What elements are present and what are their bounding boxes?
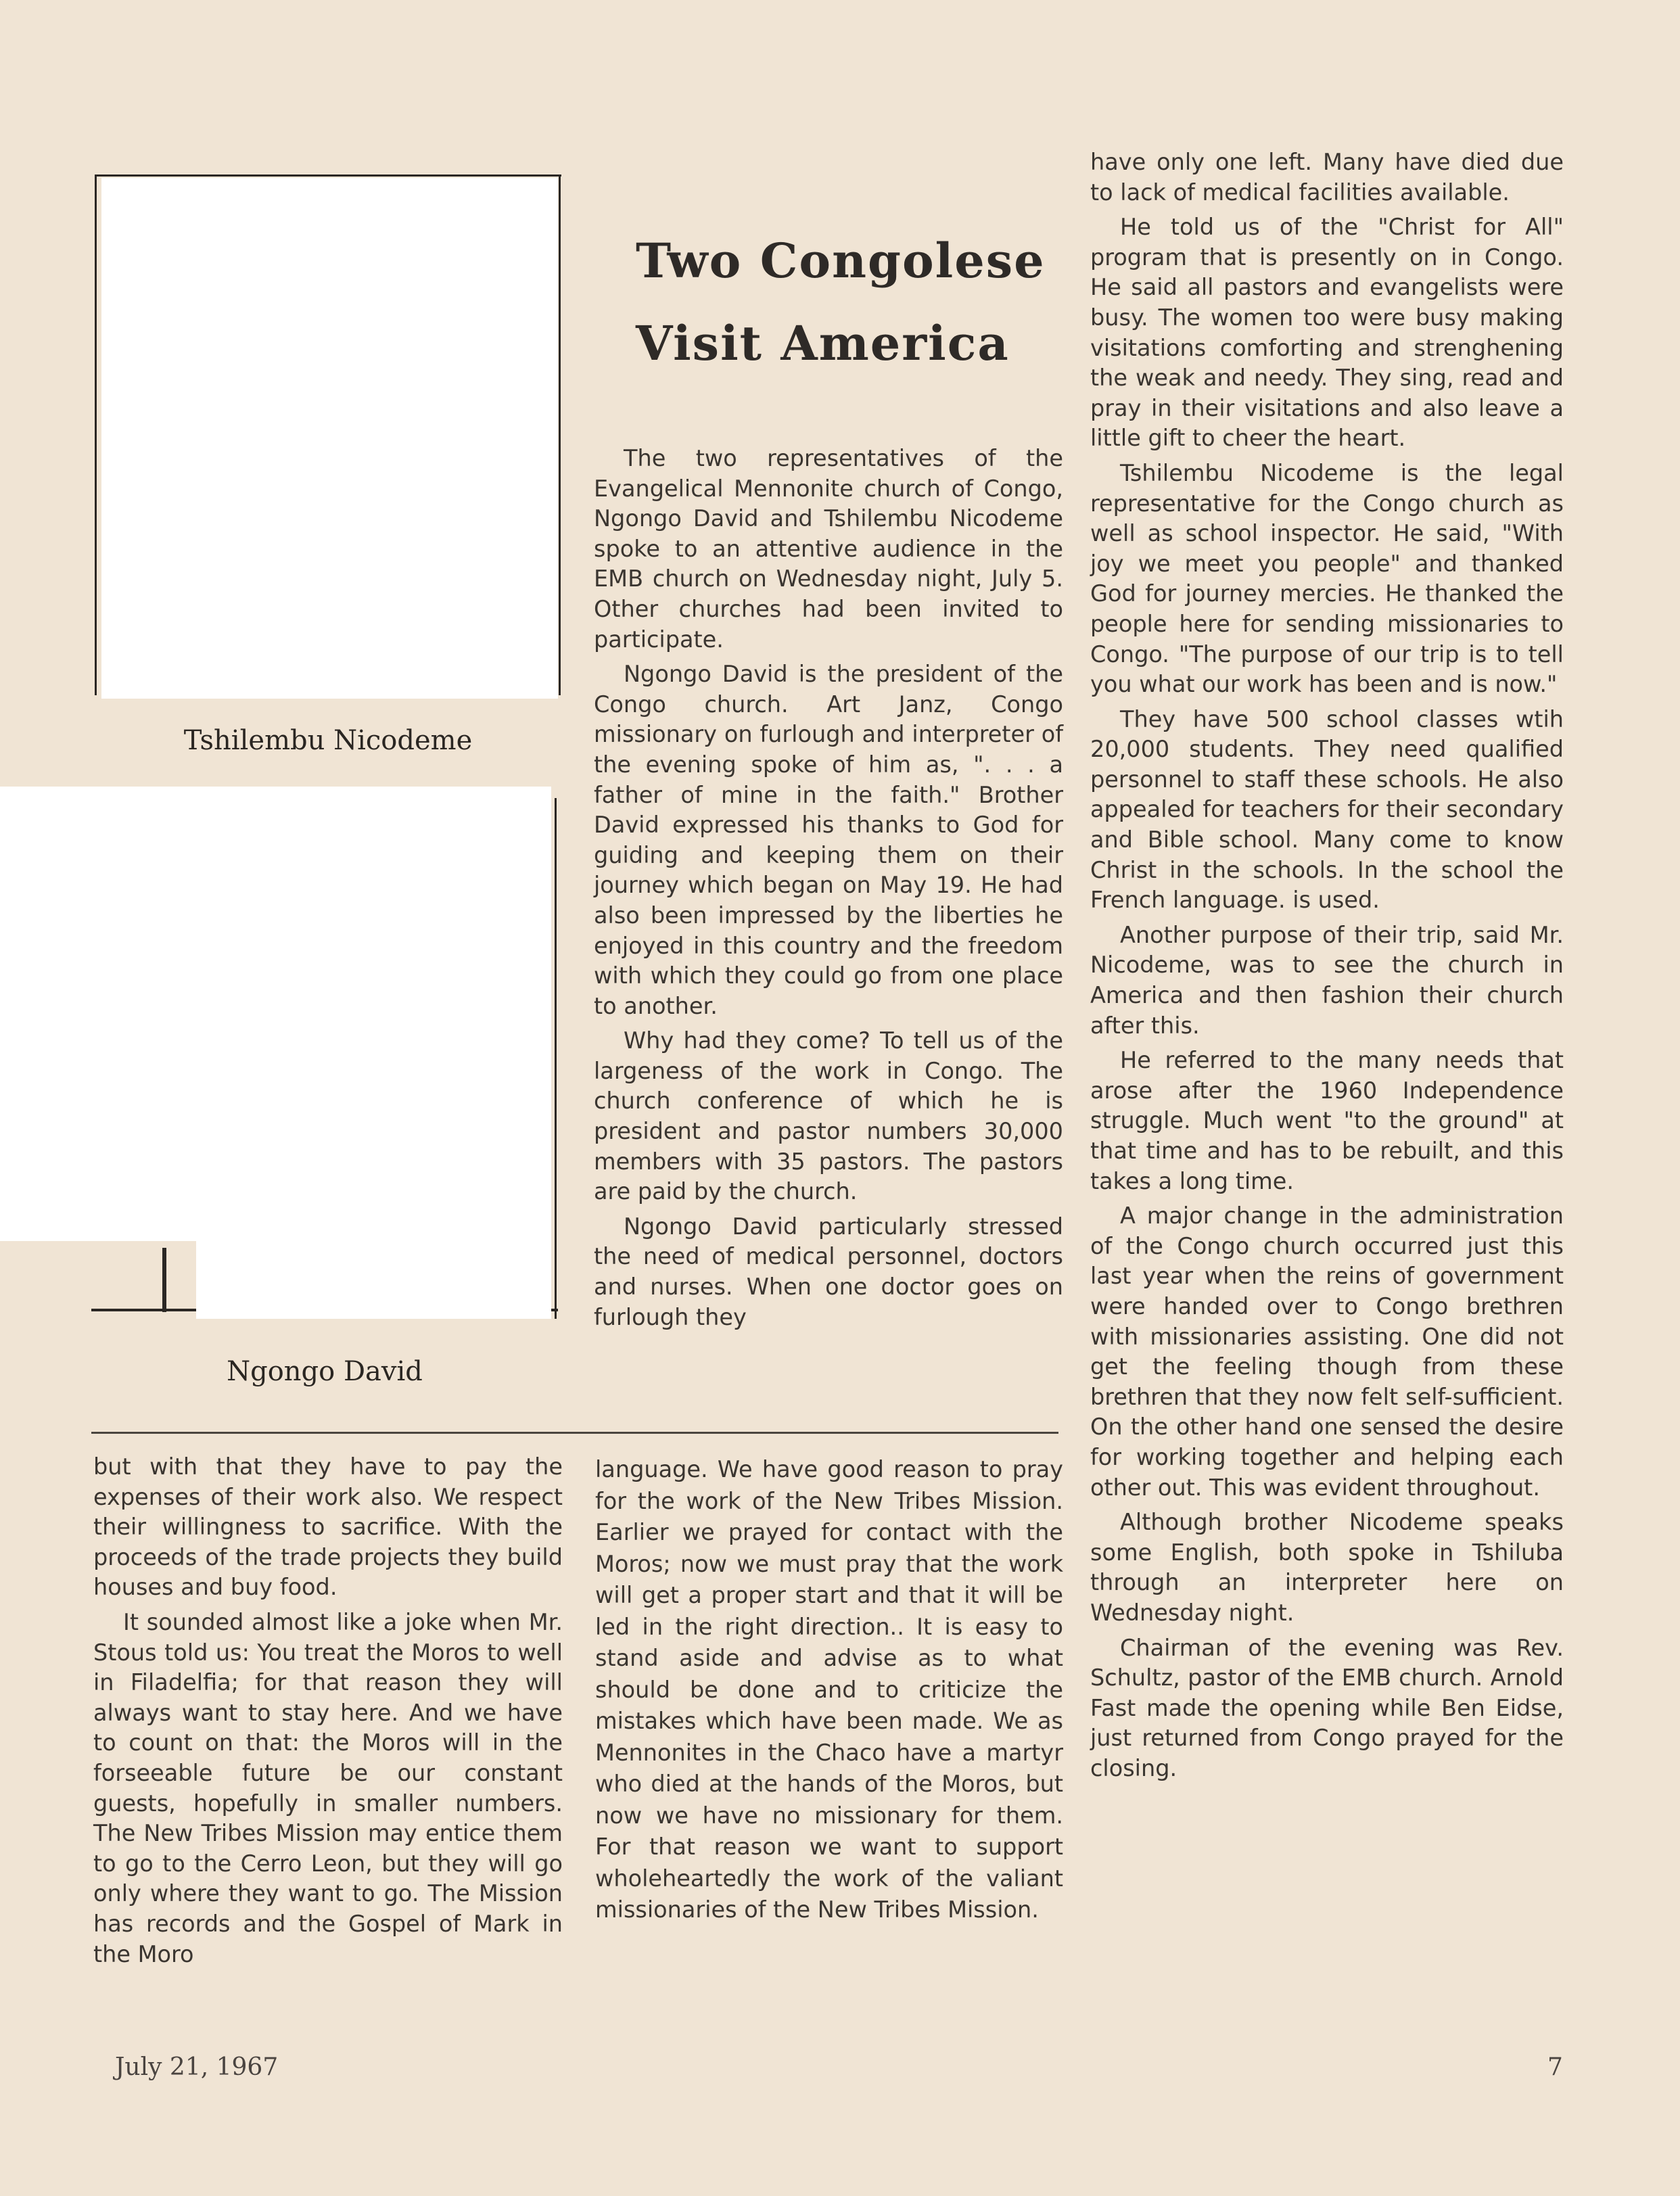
paragraph: Why had they come? To tell us of the largeness of the work in Congo. The church conference of which he is president and pastor numbers 30,000 members with 35 pastors. The pastors are paid by the church. bbox=[594, 1027, 1063, 1205]
title-line-1: Two Congolese bbox=[636, 233, 1046, 289]
photo-caption-2: Ngongo David bbox=[227, 1356, 423, 1387]
paragraph: A major change in the administration of the Congo church occurred just this last year when the reins of government were handed over to Congo brethren with missionaries assisting. One did not get the feeling though from these brethren that they now felt self-sufficient. On the other hand one sensed the desire for working together and helping each other out. This was evident throughout. bbox=[1090, 1202, 1564, 1501]
paragraph: Ngongo David is the president of the Congo church. Art Janz, Congo missionary on furlough and interpreter of the evening spoke of him as, ". . . a father of mine in the faith." Brother David expressed his thanks to God for guiding and keeping them on their journey which began on May 19. He had also been impressed by the liberties he enjoyed in this country and the freedom with which they could go from one place to another. bbox=[594, 661, 1063, 1019]
article-title bbox=[636, 220, 1082, 385]
paragraph: Ngongo David particularly stressed the need of medical personnel, doctors and nurses. When one doctor goes on furlough they bbox=[594, 1213, 1063, 1330]
photo-tshilembu-nicodeme bbox=[101, 178, 558, 699]
photo-ngongo-david-lower bbox=[196, 1238, 551, 1319]
photo-frame-top-1 bbox=[95, 174, 561, 177]
photo-frame-tick-2 bbox=[162, 1248, 166, 1312]
issue-date: July 21, 1967 bbox=[115, 2053, 279, 2081]
paragraph: Although brother Nicodeme speaks some English, both spoke in Tshiluba through an interpreter here on Wednesday night. bbox=[1090, 1509, 1564, 1626]
paragraph: Chairman of the evening was Rev. Schultz, pastor of the EMB church. Arnold Fast made the opening while Ben Eidse, just returned from Congo prayed for the closing. bbox=[1090, 1634, 1564, 1781]
section-divider bbox=[91, 1432, 1058, 1434]
column-bottom-left bbox=[93, 1452, 563, 1974]
paragraph: The two representatives of the Evangelical Mennonite church of Congo, Ngongo David and Tshilembu Nicodeme spoke to an attentive audience in the EMB church on Wednesday night, July 5. Other churches had been invited to participate. bbox=[594, 445, 1063, 653]
paragraph: He told us of the "Christ for All" program that is presently on in Congo. He said all pastors and evangelists were busy. The women too were busy making visitations comforting and strenghening the weak and needy. They sing, read and pray in their visitations and also leave a little gift to cheer the heart. bbox=[1090, 214, 1564, 452]
photo-ngongo-david bbox=[0, 787, 551, 1241]
column-right bbox=[1090, 147, 1564, 1788]
photo-frame-right-1 bbox=[559, 174, 561, 695]
paragraph: They have 500 school classes wtih 20,000 students. They need qualified personnel to staff these schools. He also appealed for teachers for their secondary and Bible school. Many come to know Christ in the schools. In the school the French language. is used. bbox=[1090, 705, 1564, 914]
column-top-middle bbox=[594, 444, 1063, 1337]
paragraph: have only one left. Many have died due to lack of medical facilities available. bbox=[1090, 149, 1564, 206]
paragraph: Tshilembu Nicodeme is the legal representative for the Congo church as well as school inspector. He said, "With joy we meet you people" and thanked God for journey mercies. He thanked the people here for sending missionaries to Congo. "The purpose of our trip is to tell you what our work has been and is now." bbox=[1090, 459, 1564, 698]
paragraph: language. We have good reason to pray for the work of the New Tribes Mission. Earlier we prayed for contact with the Moros; now we must pray that the work will get a proper start and that it will be led in the right direction.. It is easy to stand aside and advise as to what should be done and to criticize the mistakes which have been made. We as Mennonites in the Chaco have a martyr who died at the hands of the Moros, but now we have no missionary for them. For that reason we want to support wholeheartedly the work of the valiant missionaries of the New Tribes Mission. bbox=[595, 1456, 1063, 1923]
page-number: 7 bbox=[1547, 2053, 1563, 2081]
paragraph: but with that they have to pay the expenses of their work also. We respect their willingness to sacrifice. With the proceeds of the trade projects they build houses and buy food. bbox=[93, 1453, 563, 1601]
paragraph: Another purpose of their trip, said Mr. Nicodeme, was to see the church in America and then fashion their church after this. bbox=[1090, 921, 1564, 1039]
photo-frame-right-2 bbox=[555, 798, 557, 1319]
paragraph: It sounded almost like a joke when Mr. Stous told us: You treat the Moros to well in Filadelfia; for that reason they will always want to stay here. And we have to count on that: the Moros will in the forseeable future be our constant guests, hopefully in smaller numbers. The New Tribes Mission may entice them to go to the Cerro Leon, but they will go only where they want to go. The Mission has records and the Gospel of Mark in the Moro bbox=[93, 1608, 563, 1967]
column-bottom-middle bbox=[595, 1454, 1063, 1931]
title-line-2: Visit America bbox=[636, 315, 1010, 371]
photo-frame-left-1 bbox=[95, 174, 97, 695]
paragraph: He referred to the many needs that arose after the 1960 Independence struggle. Much went "to the ground" at that time and has to be rebuilt, and this takes a long time. bbox=[1090, 1047, 1564, 1194]
photo-caption-1: Tshilembu Nicodeme bbox=[183, 725, 473, 756]
